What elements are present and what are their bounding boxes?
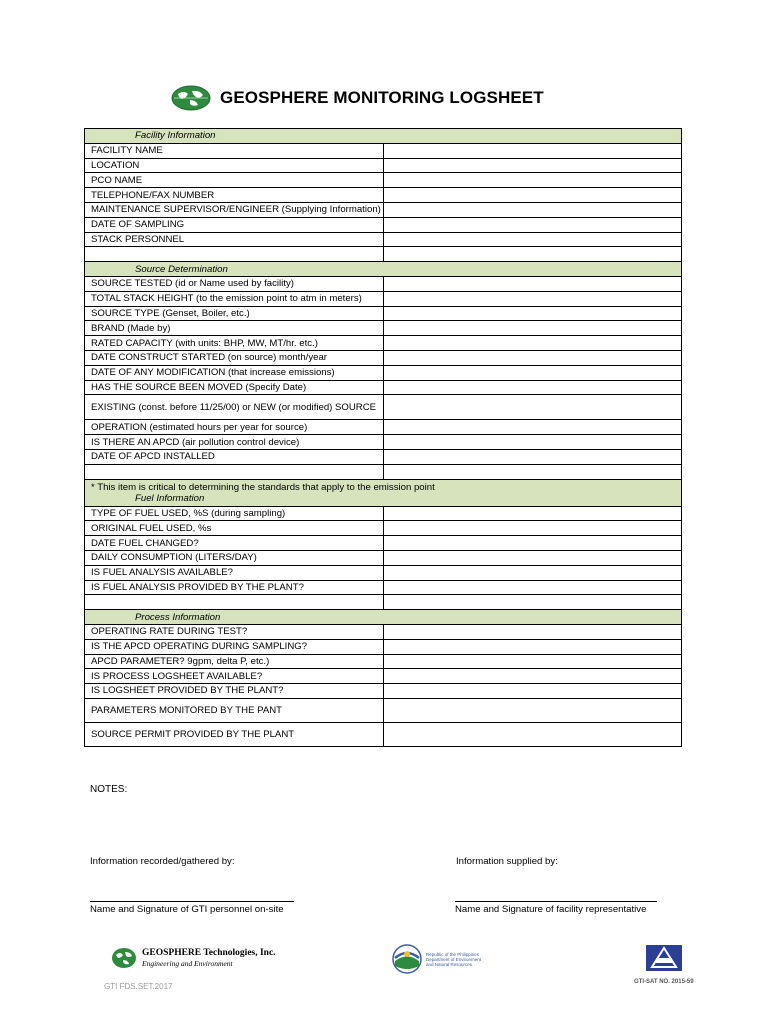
blank-cell	[383, 464, 682, 479]
row-label: LOCATION	[85, 158, 384, 173]
facility-signature-caption: Name and Signature of facility representative	[455, 904, 647, 915]
row-label: STACK PERSONNEL	[85, 232, 384, 247]
table-row	[85, 380, 682, 395]
row-label: OPERATING RATE DURING TEST?	[85, 624, 384, 639]
table-row	[85, 669, 682, 684]
form-code: GTI FDS.SET.2017	[104, 982, 173, 991]
table-row	[85, 202, 682, 217]
row-label: IS THERE AN APCD (air pollution control device)	[85, 435, 384, 450]
row-value-cell[interactable]	[383, 639, 682, 654]
row-value-cell[interactable]	[383, 217, 682, 232]
table-row	[85, 420, 682, 435]
row-label: OPERATION (estimated hours per year for source)	[85, 420, 384, 435]
table-row	[85, 158, 682, 173]
row-label: IS LOGSHEET PROVIDED BY THE PLANT?	[85, 684, 384, 699]
gti-sat-accreditation	[634, 944, 694, 985]
row-value-cell[interactable]	[383, 276, 682, 291]
accreditation-badge-icon	[645, 944, 683, 972]
row-value-cell[interactable]	[383, 158, 682, 173]
row-label: DATE CONSTRUCT STARTED (on source) month/year	[85, 350, 384, 365]
table-row	[85, 435, 682, 450]
table-row	[85, 698, 682, 722]
row-label: IS FUEL ANALYSIS AVAILABLE?	[85, 565, 384, 580]
row-value-cell[interactable]	[383, 202, 682, 217]
row-label: DATE OF ANY MODIFICATION (that increase emissions)	[85, 365, 384, 380]
blank-cell	[85, 247, 384, 262]
table-row	[85, 521, 682, 536]
row-label: SOURCE TESTED (id or Name used by facility)	[85, 276, 384, 291]
recorded-by-label: Information recorded/gathered by:	[90, 856, 235, 867]
row-value-cell[interactable]	[383, 291, 682, 306]
denr-seal-icon	[391, 944, 423, 974]
row-label: DATE FUEL CHANGED?	[85, 536, 384, 551]
section-header-process	[85, 610, 682, 625]
blank-row	[85, 247, 682, 262]
geosphere-company-logo	[110, 946, 276, 970]
blank-row	[85, 595, 682, 610]
table-row	[85, 306, 682, 321]
denr-logo	[391, 944, 486, 974]
row-value-cell[interactable]	[383, 698, 682, 722]
table-row	[85, 321, 682, 336]
section-title: Source Determination	[85, 262, 682, 277]
row-label: BRAND (Made by)	[85, 321, 384, 336]
row-label: TOTAL STACK HEIGHT (to the emission point to atm in meters)	[85, 291, 384, 306]
row-value-cell[interactable]	[383, 350, 682, 365]
table-row	[85, 173, 682, 188]
row-value-cell[interactable]	[383, 173, 682, 188]
blank-cell	[383, 595, 682, 610]
section-title: Fuel Information	[135, 492, 205, 504]
section-header-facility	[85, 129, 682, 144]
note-and-section-title	[85, 479, 682, 506]
table-row	[85, 550, 682, 565]
page-title: GEOSPHERE MONITORING LOGSHEET	[220, 88, 544, 107]
logsheet-table	[84, 128, 682, 747]
row-label: EXISTING (const. before 11/25/00) or NEW (or modified) SOURCE	[85, 395, 384, 420]
table-row	[85, 654, 682, 669]
row-label: IS THE APCD OPERATING DURING SAMPLING?	[85, 639, 384, 654]
row-label: PCO NAME	[85, 173, 384, 188]
section-title: Process Information	[85, 610, 682, 625]
facility-signature-line[interactable]	[455, 901, 657, 902]
table-row	[85, 565, 682, 580]
row-label: DAILY CONSUMPTION (LITERS/DAY)	[85, 550, 384, 565]
row-value-cell[interactable]	[383, 188, 682, 203]
supplied-by-label: Information supplied by:	[456, 856, 558, 867]
row-value-cell[interactable]	[383, 321, 682, 336]
table-row	[85, 336, 682, 351]
row-value-cell[interactable]	[383, 435, 682, 450]
row-label: PARAMETERS MONITORED BY THE PANT	[85, 698, 384, 722]
row-value-cell[interactable]	[383, 684, 682, 699]
row-value-cell[interactable]	[383, 722, 682, 746]
row-value-cell[interactable]	[383, 365, 682, 380]
table-row	[85, 395, 682, 420]
table-row	[85, 449, 682, 464]
row-label: ORIGINAL FUEL USED, %s	[85, 521, 384, 536]
table-row	[85, 143, 682, 158]
row-label: IS FUEL ANALYSIS PROVIDED BY THE PLANT?	[85, 580, 384, 595]
row-value-cell[interactable]	[383, 565, 682, 580]
row-label: FACILITY NAME	[85, 143, 384, 158]
company-tagline: Engineering and Environment	[142, 959, 233, 968]
blank-cell	[383, 247, 682, 262]
table-row	[85, 350, 682, 365]
denr-text: Republic of the Philippines Department of Environment and Natural Resources	[426, 951, 482, 967]
critical-note: * This item is critical to determining the standards that apply to the emission point	[91, 481, 435, 493]
notes-label: NOTES:	[90, 784, 128, 795]
row-value-cell[interactable]	[383, 306, 682, 321]
accreditation-number: GTI-SAT NO. 2015-59	[634, 979, 694, 985]
table-row	[85, 684, 682, 699]
section-header-fuel	[85, 479, 682, 506]
row-value-cell[interactable]	[383, 232, 682, 247]
gti-signature-caption: Name and Signature of GTI personnel on-site	[90, 904, 284, 915]
row-label: IS PROCESS LOGSHEET AVAILABLE?	[85, 669, 384, 684]
table-row	[85, 217, 682, 232]
row-value-cell[interactable]	[383, 654, 682, 669]
table-row	[85, 722, 682, 746]
section-title: Facility Information	[85, 129, 682, 144]
row-value-cell[interactable]	[383, 449, 682, 464]
row-value-cell[interactable]	[383, 395, 682, 420]
table-row	[85, 536, 682, 551]
row-value-cell[interactable]	[383, 336, 682, 351]
row-value-cell[interactable]	[383, 380, 682, 395]
blank-cell	[85, 464, 384, 479]
row-label: SOURCE TYPE (Genset, Boiler, etc.)	[85, 306, 384, 321]
row-label: SOURCE PERMIT PROVIDED BY THE PLANT	[85, 722, 384, 746]
blank-cell	[85, 595, 384, 610]
row-value-cell[interactable]	[383, 580, 682, 595]
row-value-cell[interactable]	[383, 536, 682, 551]
row-value-cell[interactable]	[383, 506, 682, 521]
table-row	[85, 188, 682, 203]
row-value-cell[interactable]	[383, 420, 682, 435]
blank-row	[85, 464, 682, 479]
table-row	[85, 624, 682, 639]
row-value-cell[interactable]	[383, 669, 682, 684]
gti-signature-line[interactable]	[90, 901, 294, 902]
row-label: APCD PARAMETER? 9gpm, delta P, etc.)	[85, 654, 384, 669]
row-label: DATE OF SAMPLING	[85, 217, 384, 232]
table-row	[85, 639, 682, 654]
row-label: TELEPHONE/FAX NUMBER	[85, 188, 384, 203]
row-label: MAINTENANCE SUPERVISOR/ENGINEER (Supplying Information)	[85, 202, 384, 217]
company-name: GEOSPHERE Technologies, Inc.	[142, 948, 276, 958]
page-header	[170, 84, 544, 112]
table-row	[85, 365, 682, 380]
table-row	[85, 232, 682, 247]
row-value-cell[interactable]	[383, 624, 682, 639]
row-label: HAS THE SOURCE BEEN MOVED (Specify Date)	[85, 380, 384, 395]
table-row	[85, 291, 682, 306]
row-label: TYPE OF FUEL USED, %S (during sampling)	[85, 506, 384, 521]
geosphere-globe-icon	[110, 946, 138, 970]
table-row	[85, 580, 682, 595]
section-header-source	[85, 262, 682, 277]
row-value-cell[interactable]	[383, 550, 682, 565]
row-label: RATED CAPACITY (with units: BHP, MW, MT/hr. etc.)	[85, 336, 384, 351]
geosphere-globe-logo	[170, 84, 212, 112]
row-label: DATE OF APCD INSTALLED	[85, 449, 384, 464]
table-row	[85, 276, 682, 291]
row-value-cell[interactable]	[383, 143, 682, 158]
row-value-cell[interactable]	[383, 521, 682, 536]
table-row	[85, 506, 682, 521]
